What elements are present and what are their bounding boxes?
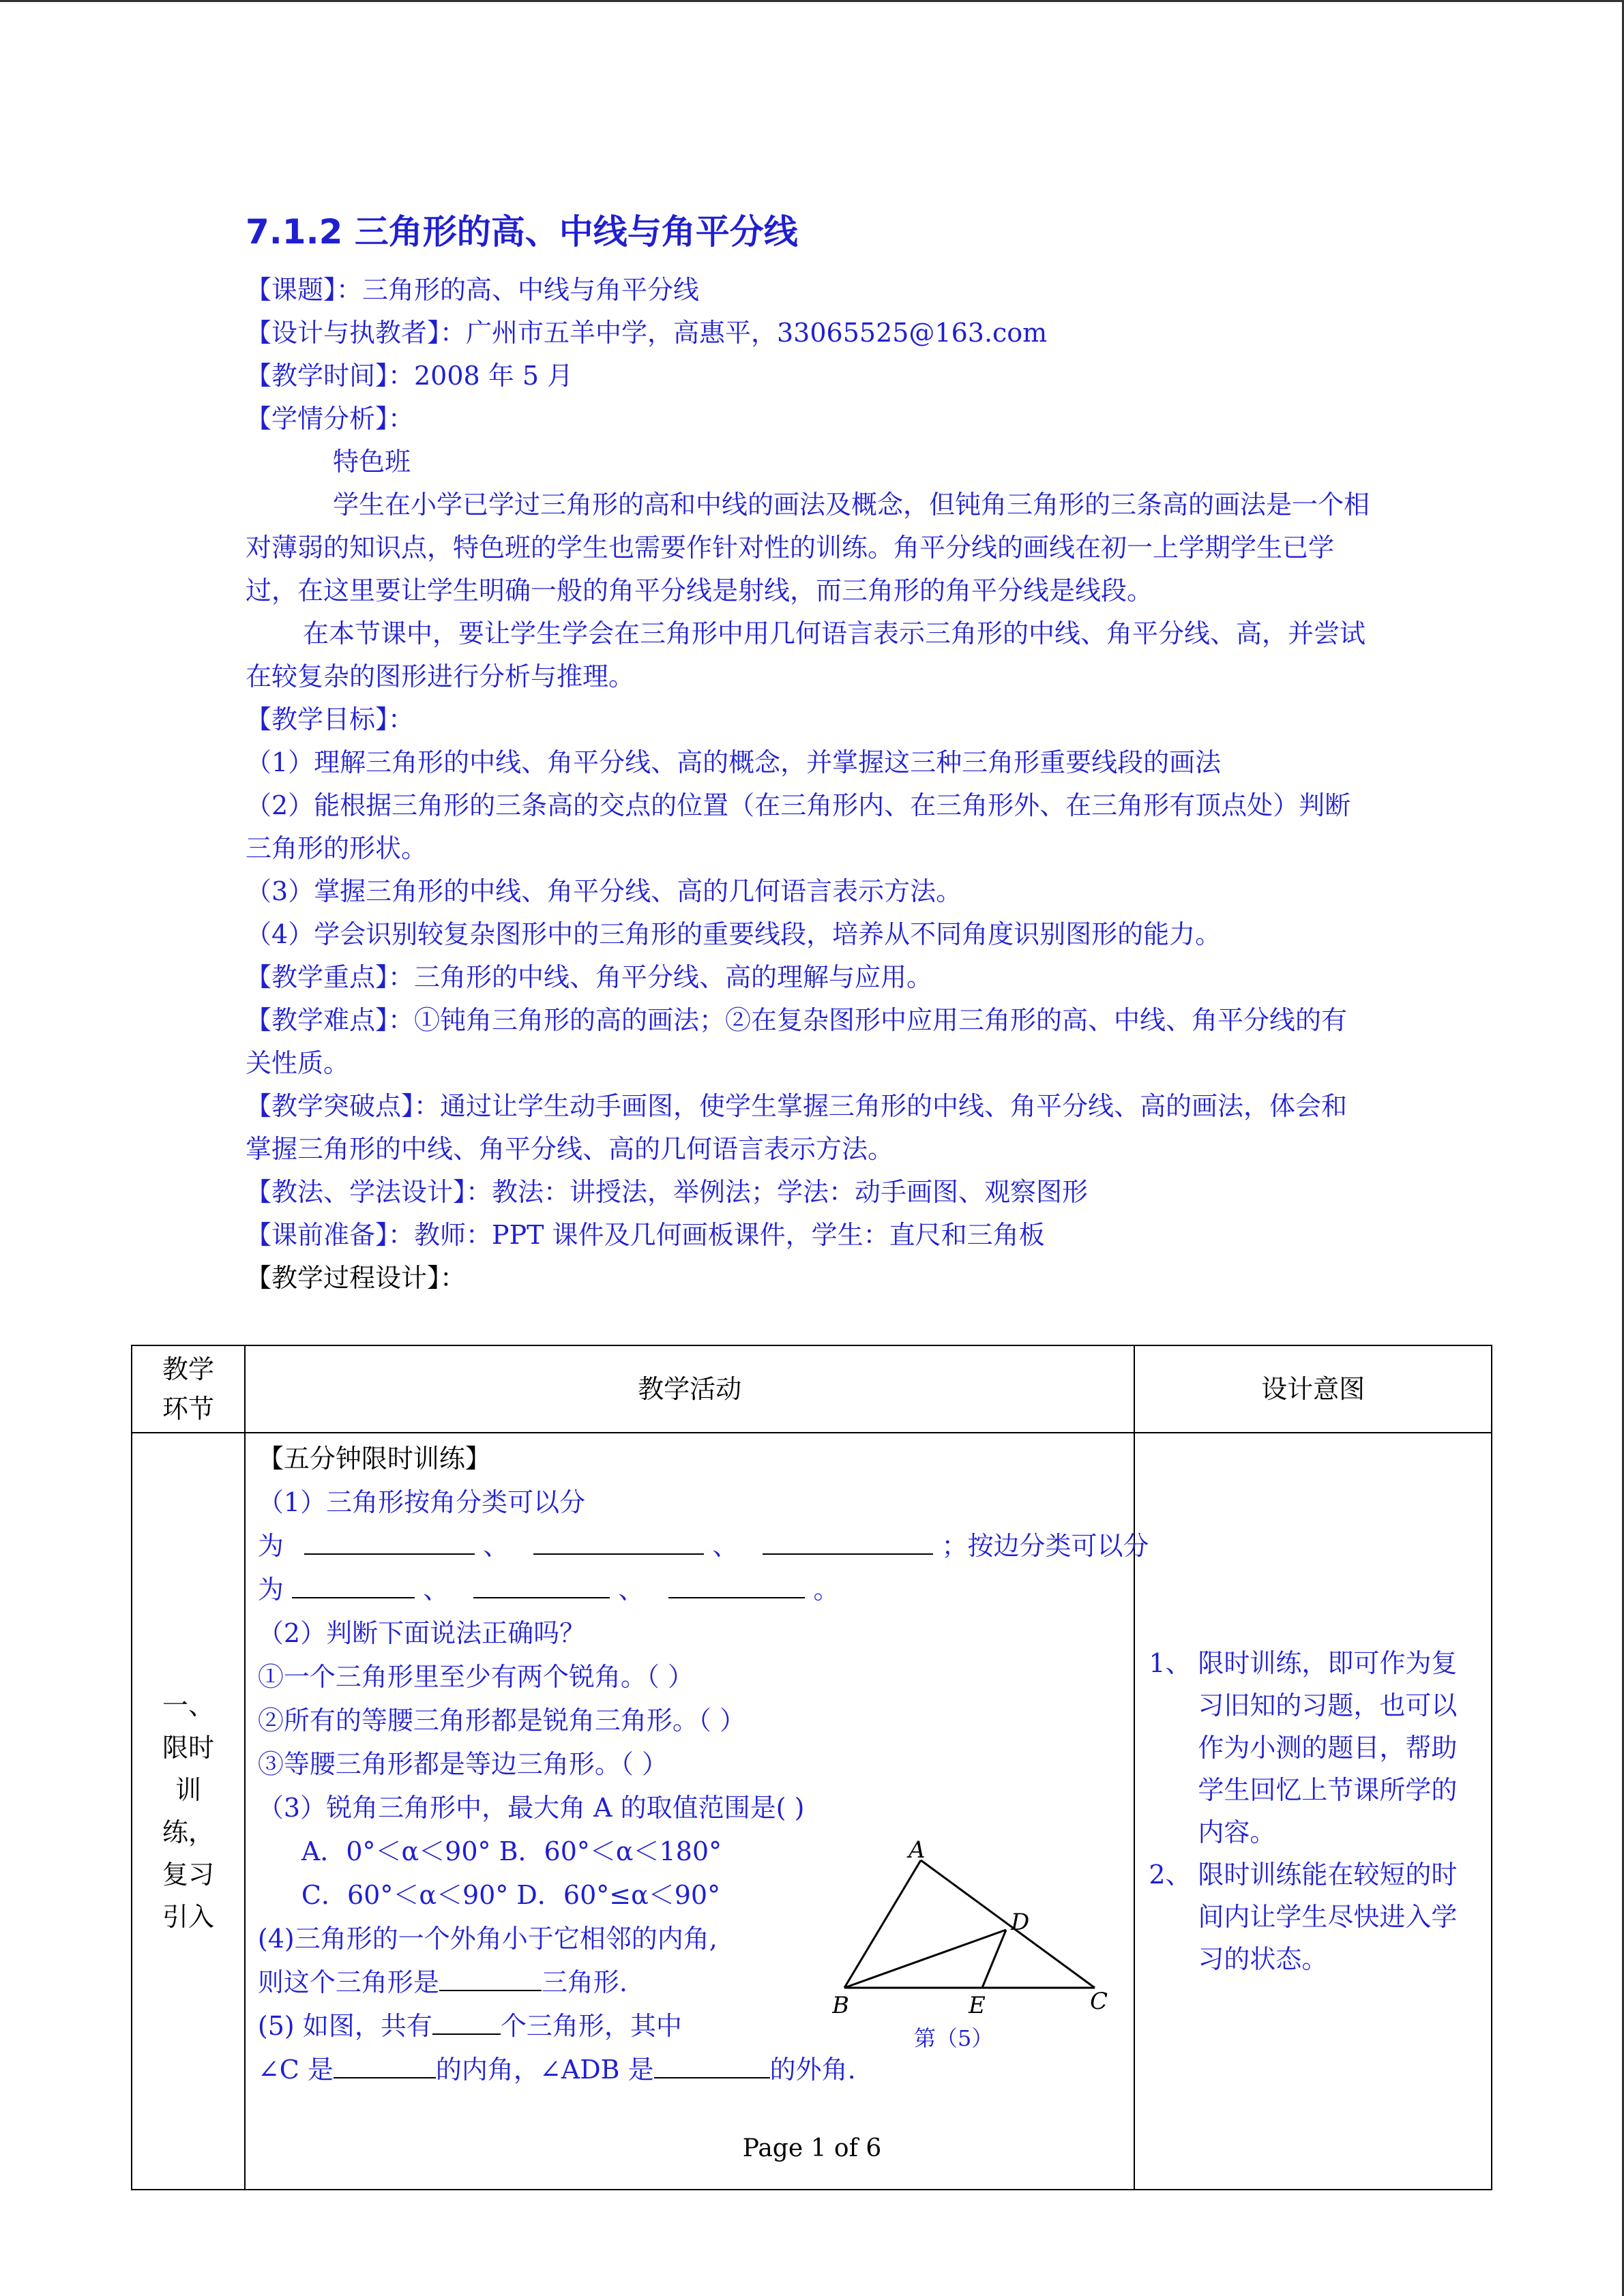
question-2-item: ③等腰三角形都是等边三角形。（ ） [257,1749,668,1779]
question-3: （3）锐角三角形中，最大角 A 的取值范围是( ) [257,1793,805,1823]
label-D: D [1011,1909,1030,1936]
activity-cell [245,1433,1149,2190]
activity-heading: 【五分钟限时训练】 [257,1444,491,1474]
label-C: C [1090,1988,1108,2015]
methods: 【教法、学法设计】：教法：讲授法，举例法；学法：动手画图、观察图形 [246,1177,1089,1207]
question-4: (4)三角形的一个外角小于它相邻的内角, [257,1924,718,1954]
side-AC [921,1860,1095,1988]
q5-mid: 的内角，∠ADB 是 [435,2055,654,2085]
answer-blank[interactable] [439,1964,542,1991]
goal-item: （4）学会识别较复杂图形中的三角形的重要线段，培养从不同角度识别图形的能力。 [246,919,1222,949]
q5-suffix: 的外角. [769,2055,856,2085]
answer-blank[interactable] [432,2008,501,2035]
q1-sep: 、 [618,1575,645,1605]
question-2: （2）判断下面说法正确吗？ [257,1618,586,1648]
answer-blank[interactable] [654,2051,770,2078]
q1-sep: 、 [423,1575,449,1605]
topic-line: 【课题】：三角形的高、中线与角平分线 [246,275,700,305]
answer-blank[interactable] [334,2051,436,2078]
difficulty: 【教学难点】：①钝角三角形的高的画法；②在复杂图形中应用三角形的高、中线、角平分线的有关性质。 [246,1005,1348,1078]
q1-end: 。 [813,1575,840,1605]
document-body [246,205,1371,1300]
intent-text: 限时训练能在较短的时间内让学生尽快进入学习的状态。 [1198,1860,1458,1974]
question-1-line-2 [258,1525,1149,1567]
q1-mid: ；按边分类可以分 [941,1531,1149,1561]
label-B: B [832,1992,849,2019]
question-2-item: ②所有的等腰三角形都是锐角三角形。（ ） [257,1705,745,1735]
question-5 [258,2005,682,2047]
side-AB [844,1860,921,1988]
page-footer: Page 1 of 6 [742,2134,882,2162]
label-A: A [909,1836,926,1864]
question-1-line-3 [258,1568,840,1611]
top-border [0,0,1624,2]
header-activity: 教学活动 [245,1345,1134,1433]
stage-text: 限时 [162,1733,214,1763]
goal-item: （2）能根据三角形的三条高的交点的位置（在三角形内、在三角形外、在三角形有顶点处）判断三角形的形状。 [246,790,1351,863]
answer-blank[interactable] [668,1571,805,1598]
goal-item: （1）理解三角形的中线、角平分线、高的概念，并掌握这三种三角形重要线段的画法 [246,747,1222,777]
question-3-options: C．60°＜α＜90° D．60°≤α＜90° [301,1880,721,1910]
q1-sep: 、 [483,1531,510,1561]
label-E: E [969,1992,986,2019]
table-header-row [132,1345,1492,1433]
process-label: 【教学过程设计】： [246,1263,467,1293]
table-row [132,1433,1492,2190]
breakthrough: 【教学突破点】：通过让学生动手画图，使学生掌握三角形的中线、角平分线、高的画法，体会和掌握三角形的中线、角平分线、高的几何语言表示方法。 [246,1091,1348,1164]
intent-text: 限时训练，即可作为复习旧知的习题，也可以作为小测的题目，帮助学生回忆上节课所学的内容。 [1198,1648,1458,1847]
analysis-label: 【学情分析】： [246,404,415,434]
q1-sep: 、 [712,1531,739,1561]
question-2-item: ①一个三角形里至少有两个锐角。（ ） [257,1662,694,1692]
q1-prefix: 为 [257,1575,284,1605]
figure-caption: 第（5） [914,2025,994,2051]
stage-text: 复习 [162,1860,214,1890]
triangle-figure [832,1834,1119,2056]
analysis-paragraph-2: 在本节课中，要让学生学会在三角形中用几何语言表示三角形的中线、角平分线、高，并尝试在较复杂的图形进行分析与推理。 [246,618,1366,691]
designer-line: 【设计与执教者】：广州市五羊中学，高惠平，33065525@163.com [246,318,1048,348]
answer-blank[interactable] [763,1527,933,1555]
intent-number: 1、 [1149,1648,1192,1678]
answer-blank[interactable] [473,1571,610,1598]
goal-item: （3）掌握三角形的中线、角平分线、高的几何语言表示方法。 [246,876,962,906]
page-title: 7.1.2 三角形的高、中线与角平分线 [246,212,798,252]
answer-blank[interactable] [533,1527,704,1555]
answer-blank[interactable] [304,1527,475,1555]
header-stage [132,1345,245,1433]
goals-label: 【教学目标】： [246,704,415,734]
stage-cell [132,1433,245,2190]
segment-BD [844,1930,1006,1988]
q4-suffix: 三角形. [541,1967,628,1997]
header-stage-text: 教学环节 [162,1354,214,1424]
intent-cell [1134,1433,1492,2190]
q5-prefix: (5) 如图，共有 [257,2011,432,2041]
q5-suffix: 个三角形，其中 [500,2011,682,2041]
intent-item [1149,1853,1464,1980]
stage-text: 一、 [162,1690,214,1720]
question-3-options: A．0°＜α＜90° B．60°＜α＜180° [301,1836,722,1866]
question-4-line-2 [258,1961,628,2003]
answer-blank[interactable] [292,1571,415,1598]
stage-text: 训 [175,1775,201,1805]
key-point: 【教学重点】：三角形的中线、角平分线、高的理解与应用。 [246,962,933,992]
q1-prefix: 为 [257,1531,284,1561]
process-table [131,1345,1492,2190]
question-1: （1）三角形按角分类可以分 [257,1487,586,1517]
stage-text: 引入 [162,1902,214,1932]
class-type: 特色班 [333,447,411,477]
intent-number: 2、 [1149,1860,1192,1890]
preparation: 【课前准备】：教师：PPT 课件及几何画板课件，学生：直尺和三角板 [246,1220,1045,1250]
q4-prefix: 则这个三角形是 [257,1967,439,1997]
q5-prefix: ∠C 是 [257,2055,334,2085]
intent-item [1149,1642,1464,1853]
segment-DE [982,1930,1006,1988]
question-5-line-2 [258,2048,856,2091]
analysis-paragraph-1: 学生在小学已学过三角形的高和中线的画法及概念，但钝角三角形的三条高的画法是一个相对薄弱的知识点，特色班的学生也需要作针对性的训练。角平分线的画线在初一上学期学生已学过，在这里要让学生明确一般的角平分线是射线，而三角形的角平分线是线段。 [246,490,1370,606]
header-intent: 设计意图 [1134,1345,1492,1433]
stage-text: 练， [162,1817,214,1847]
time-line: 【教学时间】：2008 年 5 月 [246,361,574,391]
